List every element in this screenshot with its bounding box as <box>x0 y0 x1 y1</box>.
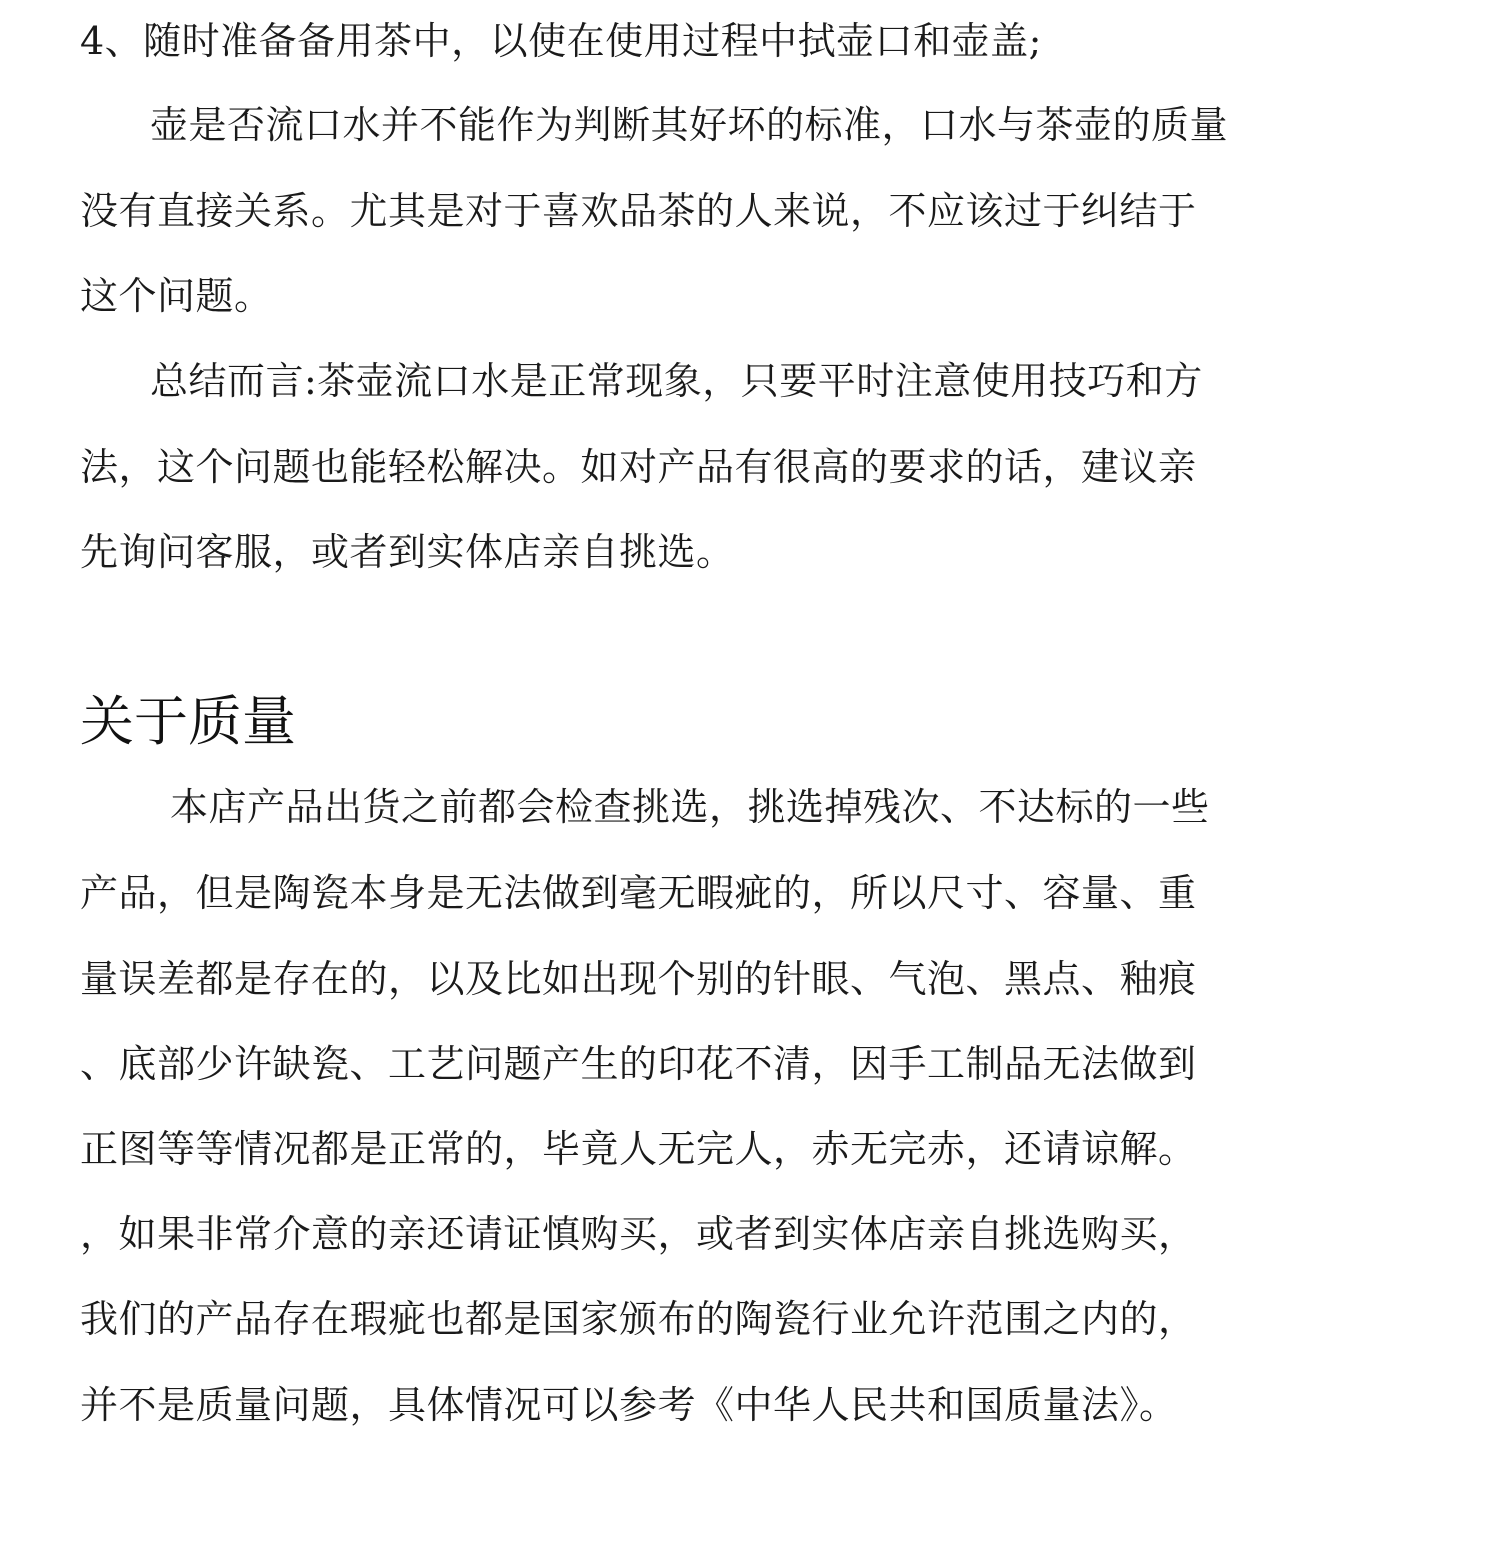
paragraph-line: 本店产品出货之前都会检查挑选，挑选掉残次、不达标的一些 <box>170 785 1210 829</box>
paragraph-line: 法，这个问题也能轻松解决。如对产品有很高的要求的话，建议亲 <box>80 445 1197 489</box>
paragraph-line: 量误差都是存在的，以及比如出现个别的针眼、气泡、黑点、釉痕 <box>80 957 1197 1001</box>
paragraph-line: 正图等等情况都是正常的，毕竟人无完人，赤无完赤，还请谅解。 <box>80 1127 1197 1171</box>
paragraph-line: 没有直接关系。尤其是对于喜欢品茶的人来说，不应该过于纠结于 <box>80 189 1197 233</box>
paragraph-line: 4、随时准备备用茶中，以使在使用过程中拭壶口和壶盖; <box>80 19 1042 63</box>
paragraph-line: 这个问题。 <box>80 274 273 318</box>
paragraph-line: 我们的产品存在瑕疵也都是国家颁布的陶瓷行业允许范围之内的， <box>80 1297 1197 1341</box>
paragraph-line: ，如果非常介意的亲还请证慎购买，或者到实体店亲自挑选购买， <box>80 1212 1197 1256</box>
paragraph-line: 、底部少许缺瓷、工艺问题产生的印花不清，因手工制品无法做到 <box>80 1042 1197 1086</box>
paragraph-line: 总结而言:茶壶流口水是正常现象，只要平时注意使用技巧和方 <box>150 359 1203 403</box>
paragraph-line: 产品，但是陶瓷本身是无法做到毫无暇疵的，所以尺寸、容量、重 <box>80 871 1197 915</box>
section-heading-quality: 关于质量 <box>80 690 296 753</box>
paragraph-line: 并不是质量问题，具体情况可以参考《中华人民共和国质量法》。 <box>80 1383 1178 1427</box>
paragraph-line: 壶是否流口水并不能作为判断其好坏的标准，口水与茶壶的质量 <box>150 103 1229 147</box>
paragraph-line: 先询问客服，或者到实体店亲自挑选。 <box>80 530 735 574</box>
